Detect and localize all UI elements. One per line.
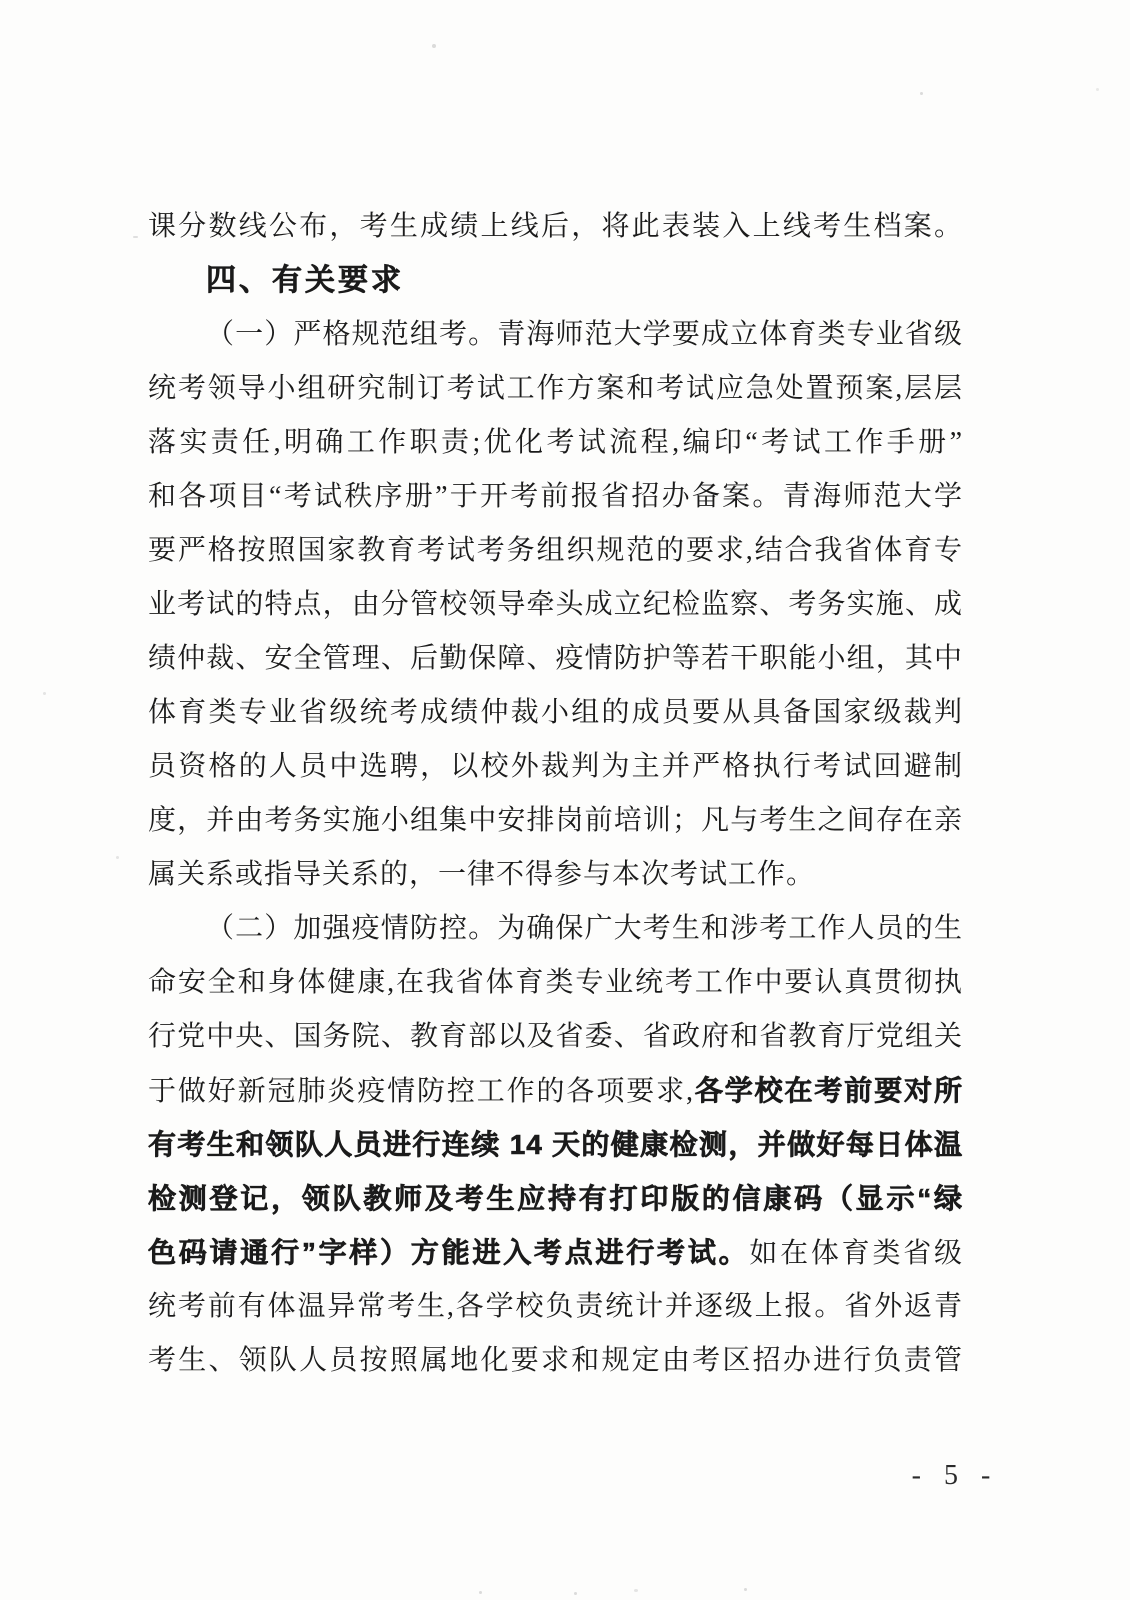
text-segment: 要严格按照国家教育考试考务组织规范的要求,结合我省体育专: [148, 535, 963, 566]
section-heading: [148, 254, 963, 308]
text-segment: 行党中央、国务院、教育部以及省委、省政府和省教育厅党组关: [148, 1021, 963, 1052]
scan-speck: [133, 236, 138, 238]
text-line: [148, 1010, 963, 1064]
text-segment: 属关系或指导关系的，一律不得参与本次考试工作。: [148, 859, 816, 890]
text-line: [148, 956, 963, 1010]
text-segment: （二）加强疫情防控。为确保广大考生和涉考工作人员的生: [206, 913, 963, 944]
scan-speck: [1096, 88, 1099, 91]
text-segment: 绩仲裁、安全管理、后勤保障、疫情防护等若干职能小组，其中: [148, 643, 963, 674]
text-segment: 业考试的特点，由分管校领导牵头成立纪检监察、考务实施、成: [148, 589, 963, 620]
scan-speck: [744, 1588, 747, 1591]
text-segment: 于做好新冠肺炎疫情防控工作的各项要求,: [148, 1076, 694, 1107]
text-segment: 考生、领队人员按照属地化要求和规定由考区招办进行负责管: [148, 1345, 963, 1376]
text-segment: 体育类专业省级统考成绩仲裁小组的成员要从具备国家级裁判: [148, 697, 963, 728]
text-line: [148, 632, 963, 686]
scan-speck: [920, 92, 923, 95]
text-segment: 落实责任,明确工作职责;优化考试流程,编印“考试工作手册”: [148, 427, 963, 458]
text-line: [148, 1172, 963, 1226]
text-segment: 命安全和身体健康,在我省体育类专业统考工作中要认真贯彻执: [148, 967, 963, 998]
emphasis-text-segment: 有考生和领队人员进行连续 14 天的健康检测，并做好每日体温: [148, 1129, 963, 1160]
emphasis-text-segment: 四、有关要求: [206, 264, 404, 297]
text-line: [148, 578, 963, 632]
scan-speck: [116, 856, 119, 859]
text-line: [148, 686, 963, 740]
scan-speck: [432, 44, 436, 48]
emphasis-text-segment: 各学校在考前要对所: [693, 1075, 963, 1106]
text-line: [148, 362, 963, 416]
text-segment: （一）严格规范组考。青海师范大学要成立体育类专业省级: [206, 319, 963, 350]
text-line: [148, 740, 963, 794]
text-segment: 度，并由考务实施小组集中安排岗前培训；凡与考生之间存在亲: [148, 805, 963, 836]
text-line: [148, 200, 963, 254]
text-line: [148, 1118, 963, 1172]
text-line: [148, 524, 963, 578]
text-segment: 课分数线公布，考生成绩上线后，将此表装入上线考生档案。: [148, 211, 963, 242]
text-line: [148, 902, 963, 956]
scan-speck: [43, 692, 46, 695]
scan-speck: [574, 1592, 577, 1595]
text-line: [148, 308, 963, 362]
emphasis-text-segment: 色码请通行”字样）方能进入考点进行考试。: [148, 1237, 750, 1268]
text-segment: 统考前有体温异常考生,各学校负责统计并逐级上报。省外返青: [148, 1291, 963, 1322]
text-line: [148, 1226, 963, 1280]
text-line: [148, 1334, 963, 1388]
text-line: [148, 416, 963, 470]
text-segment: 统考领导小组研究制订考试工作方案和考试应急处置预案,层层: [148, 373, 963, 404]
text-line: [148, 848, 963, 902]
text-line: [148, 1064, 963, 1118]
text-line: [148, 794, 963, 848]
emphasis-text-segment: 检测登记，领队教师及考生应持有打印版的信康码（显示“绿: [148, 1183, 963, 1214]
page-number: - 5 -: [911, 1460, 999, 1491]
text-segment: 如在体育类省级: [749, 1238, 963, 1269]
text-line: [148, 470, 963, 524]
text-line: [148, 1280, 963, 1334]
text-segment: 和各项目“考试秩序册”于开考前报省招办备案。青海师范大学: [148, 481, 963, 512]
scan-speck: [479, 1591, 482, 1594]
document-body-text: [148, 200, 963, 1388]
text-segment: 员资格的人员中选聘，以校外裁判为主并严格执行考试回避制: [148, 751, 963, 782]
scan-speck: [634, 1589, 638, 1592]
